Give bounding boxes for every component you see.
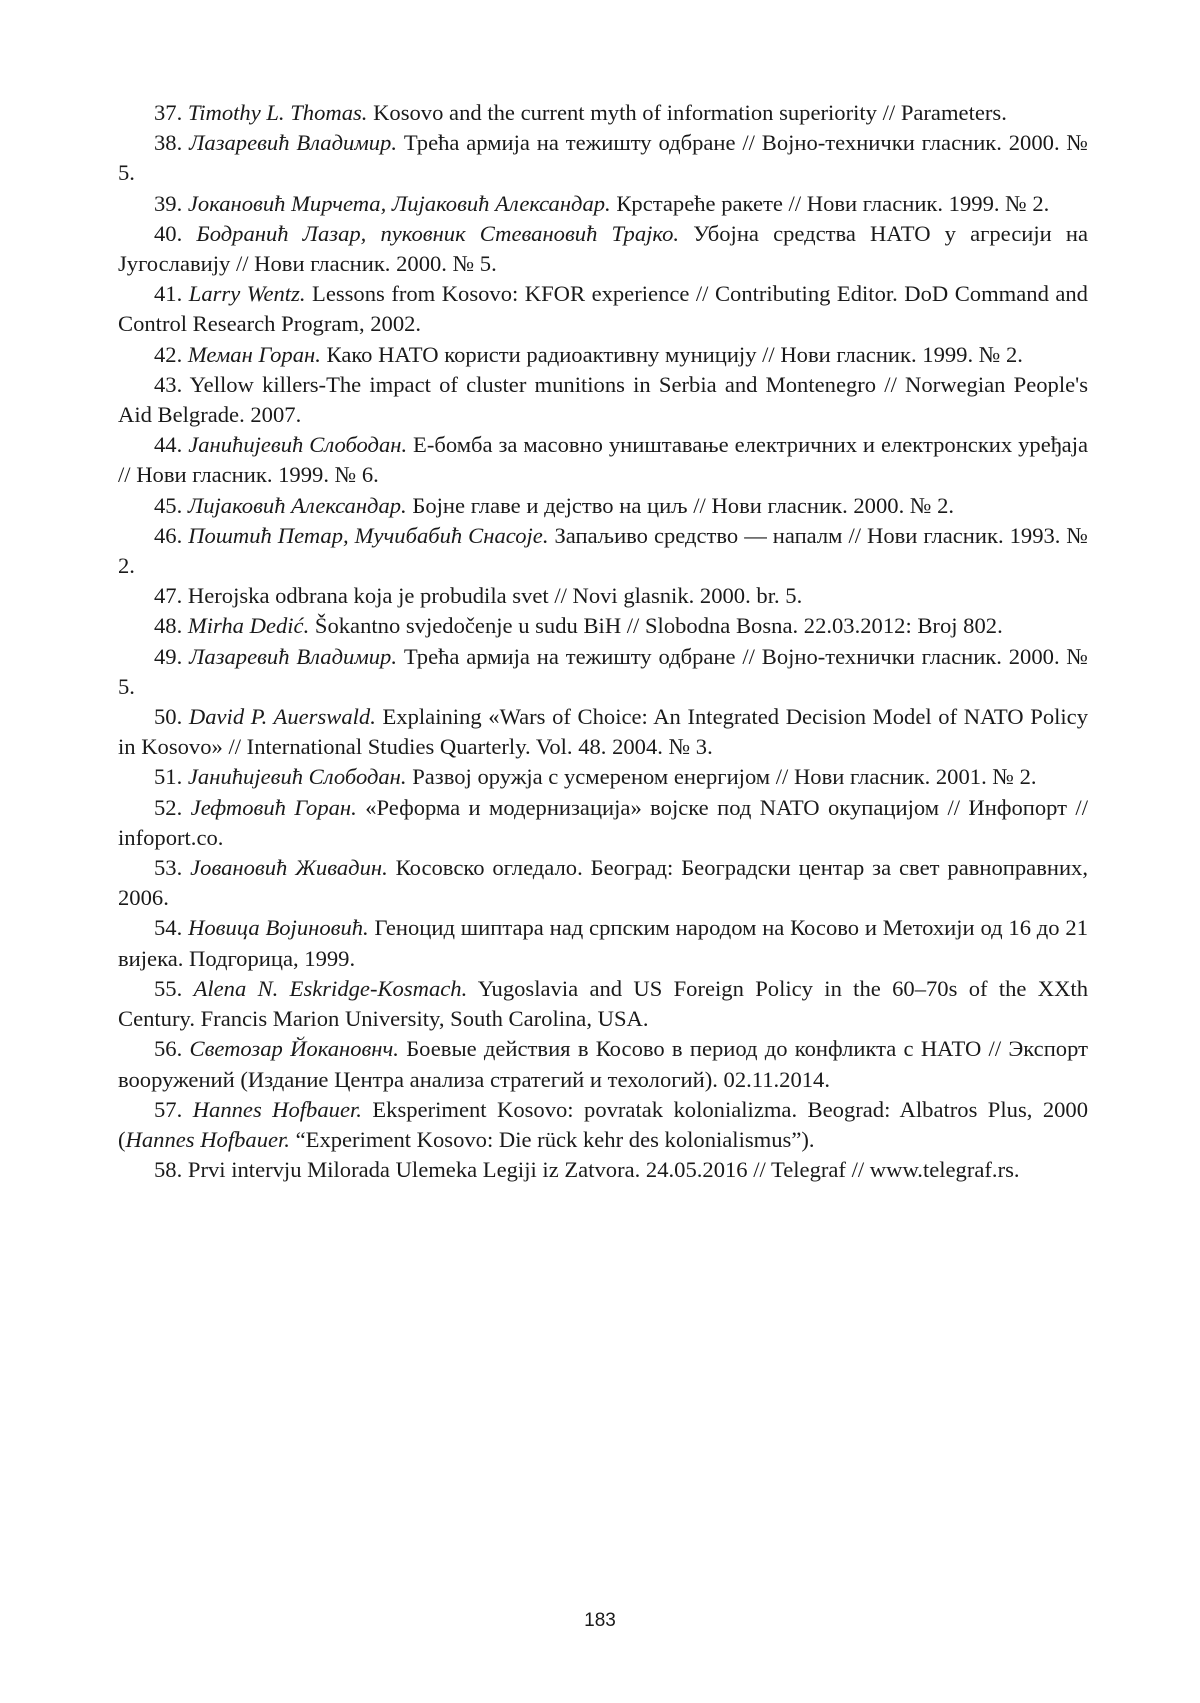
ref-text: Yugoslavia and US Foreign Policy in the 60–70s of the XXth Century. Francis Marion University, South Carolina, USA. — [118, 975, 1088, 1032]
reference-item — [118, 279, 1088, 339]
ref-text: «Реформа и модернизација» војске под NATO окупацијом // Инфопорт // infoport.co. — [118, 794, 1088, 850]
ref-text: Геноцид шиптара над српским народом на Косово и Метохији од 16 до 21 вијека. Подгорица, 1999. — [118, 915, 1088, 971]
ref-number: 38. — [154, 130, 183, 156]
ref-text: Eksperiment Kosovo: povratak kolonializma. Beograd: Albatros Plus, 2000 ( — [118, 1096, 1089, 1152]
ref-number: 52. — [154, 794, 183, 820]
reference-item — [118, 370, 1088, 430]
ref-text: Explaining «Wars of Choice: An Integrated Decision Model of NATO Policy in Kosovo» // International Studies Quarterly. Vol. 48. 2004. № 3. — [118, 704, 1088, 760]
reference-item — [118, 340, 1088, 370]
reference-item — [118, 98, 1088, 128]
ref-author: Timothy L. Thomas. — [187, 100, 368, 125]
ref-author: Меман Горан. — [187, 341, 321, 367]
ref-author: Јовановић Живадин. — [190, 855, 388, 881]
ref-text: Бојне главе и дејство на циљ // Нови гласник. 2000. № 2. — [412, 492, 955, 518]
reference-item — [118, 128, 1088, 188]
ref-text: Трећа армија на тежишту одбране // Војно-технички гласник. 2000. № 5. — [118, 130, 1088, 186]
ref-number: 46. — [154, 522, 183, 548]
ref-number: 57. — [154, 1096, 183, 1122]
reference-item — [118, 189, 1088, 219]
ref-number: 45. — [154, 492, 183, 518]
ref-text: Kosovo and the current myth of information superiority // Parameters. — [373, 100, 1007, 125]
reference-item — [118, 1034, 1088, 1094]
ref-number: 48. — [154, 613, 183, 639]
ref-author: Јанићијевић Слободан. — [188, 432, 408, 458]
ref-author: Светозар Йокановнч. — [189, 1036, 399, 1062]
ref-author: Лазаревић Владимир. — [189, 130, 397, 156]
ref-number: 49. — [154, 643, 183, 669]
ref-text: Yellow killers-The impact of cluster munitions in Serbia and Montenegro // Norwegian People's Aid Belgrade. 2007. — [118, 371, 1088, 428]
ref-author: Hannes Hofbauer. — [192, 1096, 362, 1122]
ref-text: Prvi intervju Milorada Ulemeka Legiji iz Zatvora. 24.05.2016 // Telegraf // www.telegraf.rs. — [187, 1157, 1020, 1183]
ref-text: Трећа армија на тежишту одбране // Војно-технички гласник. 2000. № 5. — [118, 643, 1088, 699]
ref-number: 40. — [154, 220, 183, 246]
ref-author: Јефтовић Горан. — [190, 794, 357, 820]
ref-author: Поштић Петар, Мучибабић Снасоје. — [188, 522, 549, 548]
ref-number: 44. — [154, 432, 183, 458]
ref-author: Јанићијевић Слободан. — [187, 764, 407, 790]
reference-item — [118, 793, 1088, 853]
reference-item — [118, 853, 1088, 913]
ref-author: Larry Wentz. — [188, 281, 306, 307]
reference-item — [118, 762, 1088, 792]
reference-item — [118, 611, 1088, 641]
ref-number: 54. — [154, 915, 183, 941]
reference-item — [118, 521, 1088, 581]
ref-author: Лазаревић Владимир. — [189, 643, 397, 669]
ref-number: 53. — [154, 855, 183, 881]
ref-number: 56. — [154, 1036, 183, 1062]
ref-text: Развој оружја с усмереном енергијом // Нови гласник. 2001. № 2. — [412, 764, 1037, 790]
reference-item — [118, 1155, 1088, 1185]
ref-number: 43. — [154, 371, 183, 397]
ref-author: Alena N. Eskridge-Kosmach. — [193, 975, 468, 1001]
reference-item — [118, 430, 1088, 490]
ref-author: David P. Auerswald. — [188, 704, 376, 730]
ref-text: Запаљиво средство — напалм // Нови гласник. 1993. № 2. — [118, 522, 1088, 579]
reference-list — [118, 98, 1088, 1185]
ref-number: 42. — [154, 341, 183, 367]
ref-number: 39. — [154, 190, 183, 216]
ref-number: 51. — [154, 764, 183, 790]
ref-text: Е-бомба за масовно уништавање електричних и електронских уређаја // Нови гласник. 1999. № 6. — [118, 432, 1088, 488]
ref-author-secondary: Hannes Hofbauer. — [125, 1126, 290, 1152]
ref-author: Новица Војиновић. — [188, 915, 369, 941]
ref-text: Šokantno svjedočenje u sudu BiH // Slobodna Bosna. 22.03.2012: Broj 802. — [314, 613, 1003, 639]
ref-text: Косовско огледало. Београд: Београдски центар за свет равноправних, 2006. — [118, 855, 1088, 911]
reference-item — [118, 491, 1088, 521]
reference-item — [118, 974, 1088, 1034]
reference-item — [118, 1095, 1088, 1155]
reference-item — [118, 219, 1088, 279]
ref-number: 37. — [154, 100, 183, 125]
reference-item — [118, 913, 1088, 973]
ref-text-secondary: “Experiment Kosovo: Die rück kehr des kolonialismus”). — [295, 1126, 815, 1152]
ref-number: 50. — [154, 704, 183, 730]
reference-item — [118, 702, 1088, 762]
page-number: 183 — [584, 1610, 616, 1631]
ref-author: Јокановић Мирчета, Лијаковић Александар. — [187, 190, 611, 216]
ref-author: Лијаковић Александар. — [187, 492, 407, 518]
ref-text: Боевые действия в Косово в период до конфликта с НАТО // Экспорт вооружений (Издание Центра анализа стратегий и техологий). 02.11.2014. — [118, 1036, 1088, 1092]
ref-text: Крстареће ракете // Нови гласник. 1999. № 2. — [616, 190, 1050, 216]
reference-item — [118, 581, 1088, 611]
ref-author: Mirha Dedić. — [187, 613, 310, 639]
ref-number: 41. — [154, 281, 183, 307]
ref-text: Убојна средства НАТО у агресији на Југославију // Нови гласник. 2000. № 5. — [118, 220, 1088, 277]
ref-number: 58. — [154, 1157, 183, 1183]
ref-author: Бодранић Лазар, пуковник Стевановић Трајко. — [196, 220, 680, 246]
reference-item — [118, 642, 1088, 702]
ref-text: Како НАТО користи радиоактивну муницију // Нови гласник. 1999. № 2. — [326, 341, 1023, 367]
ref-text: Herojska odbrana koja je probudila svet // Novi glasnik. 2000. br. 5. — [187, 583, 803, 609]
ref-number: 55. — [154, 975, 183, 1001]
ref-text: Lessons from Kosovo: KFOR experience // Contributing Editor. DoD Command and Control Research Program, 2002. — [118, 281, 1088, 337]
ref-number: 47. — [154, 583, 183, 609]
